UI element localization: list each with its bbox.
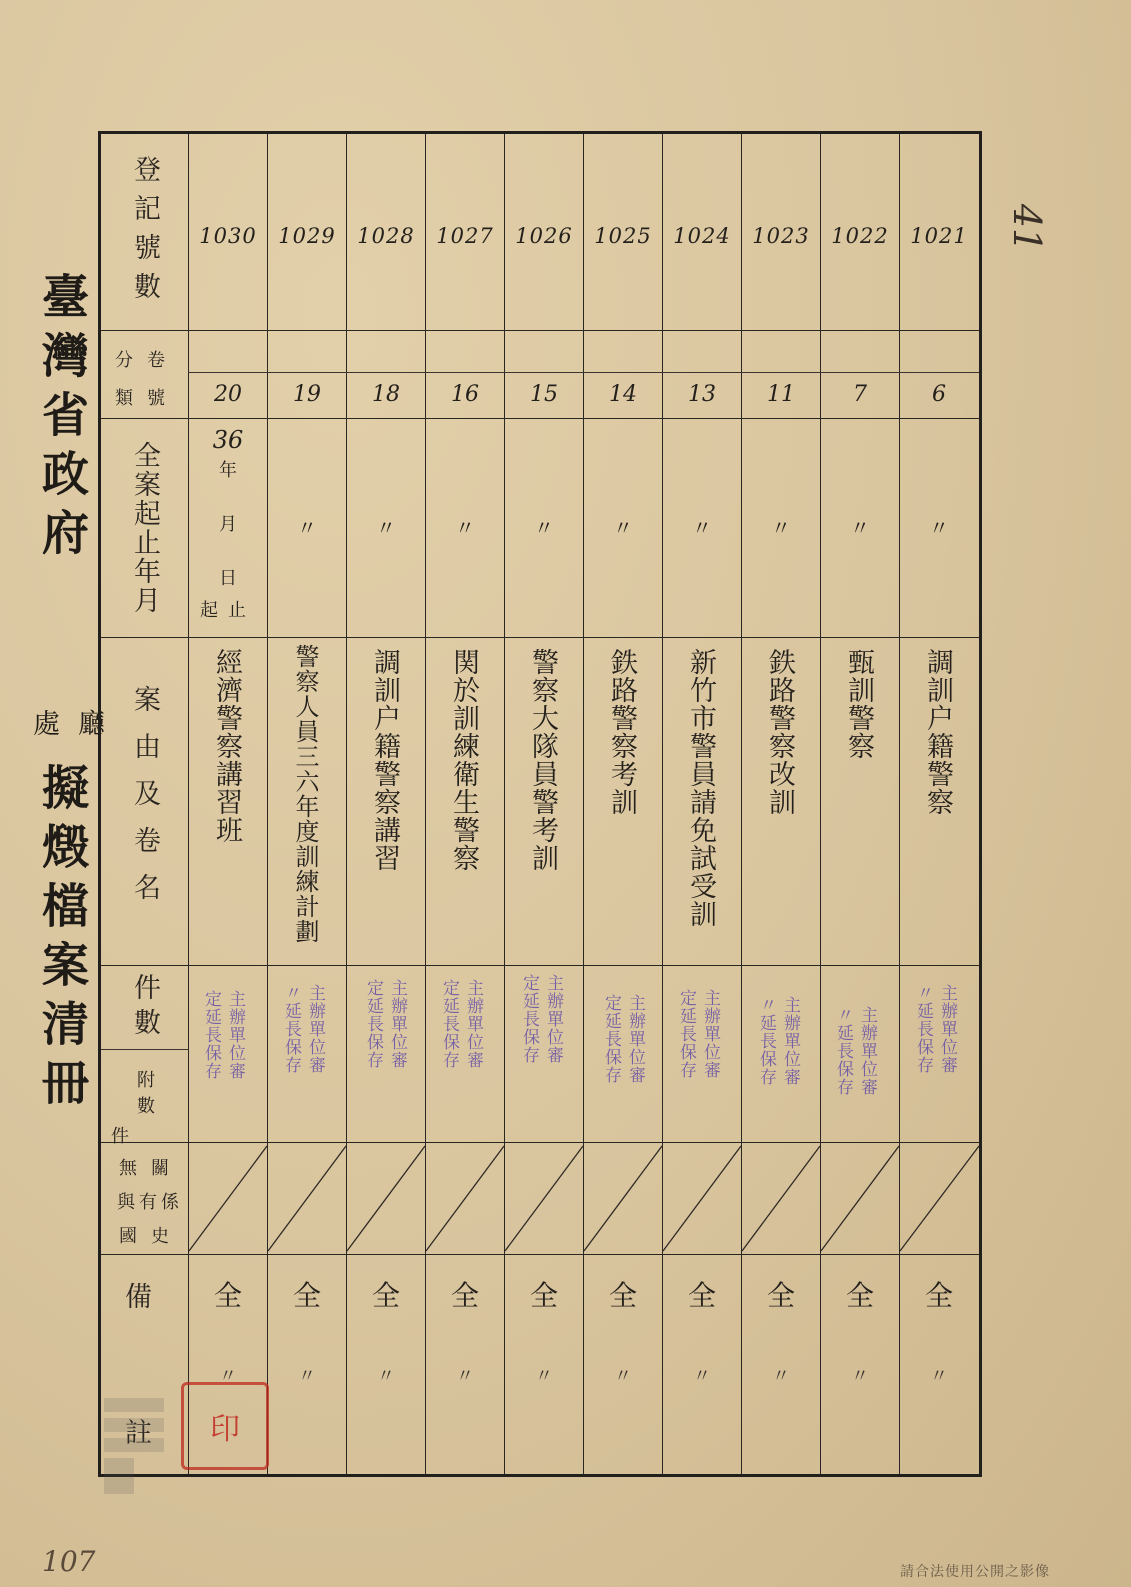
remark: 全 [371, 1279, 400, 1312]
period-start [189, 424, 267, 634]
red-seal-icon: 印 [181, 1382, 269, 1470]
retention-stamp [519, 974, 563, 1064]
category-no: 18 [372, 382, 400, 407]
header-history [111, 1152, 183, 1254]
period-ditto: 〃 [692, 516, 712, 540]
retention-stamp [601, 994, 645, 1084]
header-attachment [111, 1058, 181, 1147]
stamp-line1: 主辦單位審 [387, 979, 407, 1069]
retention-stamp [439, 979, 483, 1069]
remark-detail: 〃 [772, 1366, 790, 1387]
header-count: 件數 [129, 973, 160, 1043]
category-no: 16 [451, 382, 479, 407]
stamp-line1: 主辦單位審 [625, 994, 645, 1084]
subject: 警察人員三六年度訓練計劃 [291, 644, 319, 944]
retention-stamp [913, 984, 957, 1074]
remark-detail: 〃 [535, 1366, 553, 1387]
reg-no: 1030 [199, 224, 257, 248]
period-ditto: 〃 [771, 516, 791, 540]
remark-detail: 〃 [614, 1366, 632, 1387]
stamp-line2: 定延長保存 [519, 974, 539, 1064]
remark: 全 [608, 1279, 637, 1312]
stamp-line2: 〃延長保存 [833, 1006, 853, 1096]
stamp-line2: 〃延長保存 [913, 984, 933, 1074]
remark: 全 [529, 1279, 558, 1312]
period-year: 36 [212, 426, 244, 454]
category-no: 19 [293, 382, 321, 407]
reg-no: 1027 [436, 224, 494, 248]
stamp-line1: 主辦單位審 [700, 989, 720, 1079]
header-history-line1: 無關 [119, 1158, 183, 1179]
header-category [115, 342, 181, 418]
archive-watermark-icon [96, 1378, 176, 1498]
stamp-line2: 定延長保存 [676, 989, 696, 1079]
remark-detail: 〃 [693, 1366, 711, 1387]
reg-no: 1026 [515, 224, 573, 248]
header-subject: 案由及卷名 [129, 684, 160, 920]
header-category-line2: 類號 [115, 388, 179, 409]
period-ditto: 〃 [929, 516, 949, 540]
retention-stamp [756, 996, 800, 1086]
header-history-line3: 國史 [119, 1226, 183, 1247]
retention-stamp [281, 984, 325, 1074]
subject: 調訓户籍警察 [922, 648, 953, 816]
category-no: 15 [530, 382, 558, 407]
subject: 調訓户籍警察講習 [369, 648, 400, 872]
header-history-line2: 與有係 [117, 1192, 183, 1213]
page-number: 107 [42, 1545, 96, 1578]
remark: 全 [213, 1279, 242, 1312]
category-no: 20 [214, 382, 242, 407]
header-period: 全案起止年月 [129, 441, 160, 615]
remark: 全 [924, 1279, 953, 1312]
remark-detail: 〃 [851, 1366, 869, 1387]
remark-detail: 〃 [930, 1366, 948, 1387]
stamp-line1: 主辦單位審 [305, 984, 325, 1074]
period-start-end: 起止 [200, 600, 256, 621]
remark: 全 [687, 1279, 716, 1312]
stamp-line2: 定延長保存 [363, 979, 383, 1069]
stamp-line1: 主辦單位審 [463, 979, 483, 1069]
category-no: 7 [853, 382, 867, 407]
header-reg-no: 登記號數 [129, 155, 160, 311]
reg-no: 1021 [910, 224, 968, 248]
department-label-2: 處 [28, 709, 59, 736]
period-ditto: 〃 [534, 516, 554, 540]
header-attachment-line2: 件 [111, 1126, 129, 1147]
header-remarks-bottom: 註 [125, 1417, 164, 1449]
period-month-label: 月 [219, 514, 237, 535]
subject: 鉄路警察考訓 [606, 648, 637, 816]
retention-stamp [201, 990, 245, 1080]
period-ditto: 〃 [850, 516, 870, 540]
category-no: 13 [688, 382, 716, 407]
remark-detail: 〃 [456, 1366, 474, 1387]
subject: 經濟警察講習班 [211, 648, 242, 844]
remark: 全 [845, 1279, 874, 1312]
subject: 甄訓警察 [843, 648, 874, 760]
stamp-line2: 定延長保存 [201, 990, 221, 1080]
records-table [98, 131, 982, 1477]
header-attachment-line1: 附數 [137, 1070, 181, 1117]
document-name: 擬燬檔案清冊 [34, 763, 89, 1117]
reg-no: 1024 [673, 224, 731, 248]
period-day-label: 日 [219, 568, 237, 589]
subject: 警察大隊員警考訓 [527, 648, 558, 872]
category-no: 6 [932, 382, 946, 407]
reg-no: 1022 [831, 224, 889, 248]
period-year-label: 年 [219, 460, 237, 481]
reg-no: 1025 [594, 224, 652, 248]
stamp-line1: 主辦單位審 [857, 1006, 877, 1096]
stamp-line2: 〃延長保存 [756, 996, 776, 1086]
remark-detail: 〃 [219, 1366, 237, 1387]
stamp-line2: 定延長保存 [439, 979, 459, 1069]
stamp-line2: 〃延長保存 [281, 984, 301, 1074]
remark: 全 [450, 1279, 479, 1312]
document-title: 臺灣省政府 [34, 272, 89, 567]
remark-detail: 〃 [377, 1366, 395, 1387]
subject: 新竹市警員請免試受訓 [685, 648, 716, 928]
category-no: 14 [609, 382, 637, 407]
stamp-line1: 主辦單位審 [937, 984, 957, 1074]
stamp-line1: 主辦單位審 [780, 996, 800, 1086]
stamp-line1: 主辦單位審 [543, 974, 563, 1064]
retention-stamp [833, 1006, 877, 1096]
stamp-line1: 主辦單位審 [225, 990, 245, 1080]
header-remarks-top: 備 [125, 1281, 164, 1313]
reg-no: 1028 [357, 224, 415, 248]
header-category-line1: 分卷 [115, 350, 179, 371]
period-ditto: 〃 [297, 516, 317, 540]
period-ditto: 〃 [613, 516, 633, 540]
period-ditto: 〃 [455, 516, 475, 540]
subject: 鉄路警察改訓 [764, 648, 795, 816]
department-label-1: 廳 [73, 709, 104, 736]
remark: 全 [292, 1279, 321, 1312]
department-labels [24, 709, 108, 736]
retention-stamp [676, 989, 720, 1079]
category-no: 11 [767, 382, 795, 407]
period-ditto: 〃 [376, 516, 396, 540]
retention-stamp [363, 979, 407, 1069]
subject: 関於訓練衛生警察 [448, 648, 479, 872]
remark: 全 [766, 1279, 795, 1312]
margin-number: 41 [1005, 203, 1050, 253]
reg-no: 1029 [278, 224, 336, 248]
remark-detail: 〃 [298, 1366, 316, 1387]
reg-no: 1023 [752, 224, 810, 248]
usage-notice: 請合法使用公開之影像 [900, 1564, 1050, 1580]
stamp-line2: 定延長保存 [601, 994, 621, 1084]
